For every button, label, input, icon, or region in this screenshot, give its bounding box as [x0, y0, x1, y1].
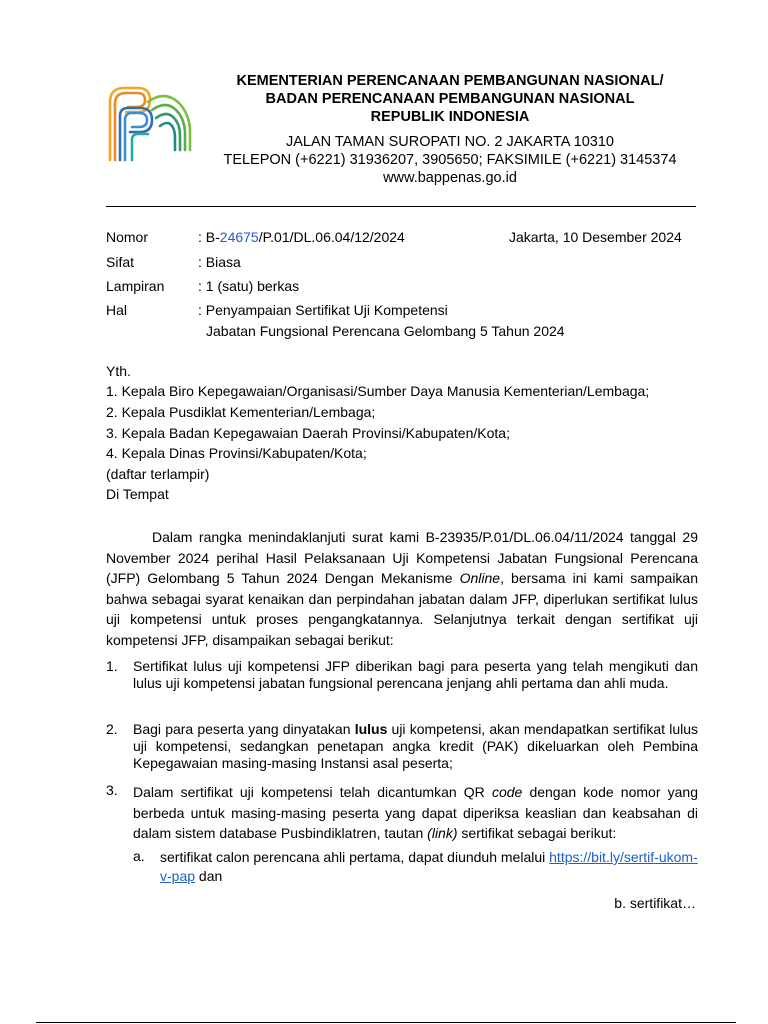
logo-stroke-green-4	[160, 123, 175, 150]
letterhead-ministry: KEMENTERIAN PERENCANAAN PEMBANGUNAN NASIONAL/	[236, 73, 664, 89]
item-3-text	[133, 782, 698, 844]
item-3-text-c: sertifikat sebagai berikut:	[457, 825, 617, 841]
item-2-number: 2.	[106, 721, 118, 737]
hal-line1: : Penyampaian Sertifikat Uji Kompetensi	[198, 302, 448, 318]
page-bottom-edge	[36, 1022, 736, 1023]
item-2-text	[133, 721, 698, 772]
item-1-text: Sertifikat lulus uji kompetensi JFP diberikan bagi para peserta yang telah mengikuti dan lulus uji kompetensi jabatan fungsional perencana jenjang ahli pertama dan ahli muda.	[133, 658, 698, 691]
nomor-label: Nomor	[106, 229, 149, 245]
item-2-text-b: uji kompetensi, akan mendapatkan sertifikat lulus uji kompetensi, sedangkan penetapan angka kredit (PAK) dikeluarkan oleh Pembina Kepegawaian masing-masing Instansi asal peserta;	[133, 721, 698, 771]
page-continuation: b. sertifikat…	[614, 895, 696, 911]
letterhead-phone: TELEPON (+6221) 31936207, 3905650; FAKSIMILE (+6221) 3145374	[223, 152, 677, 168]
hal-line2: Jabatan Fungsional Perencana Gelombang 5 Tahun 2024	[206, 323, 565, 339]
lampiran-label: Lampiran	[106, 278, 165, 294]
letterhead-divider	[106, 206, 696, 207]
nomor-prefix: : B-	[198, 229, 220, 245]
item-3-italic-code: code	[491, 784, 523, 800]
place-date: Jakarta, 10 Desember 2024	[509, 229, 682, 245]
letterhead-website: www.bappenas.go.id	[383, 170, 517, 186]
sub-a-text	[160, 848, 698, 886]
hal-label: Hal	[106, 302, 128, 318]
bappenas-logo	[104, 80, 194, 170]
recipient-3: 3. Kepala Badan Kepegawaian Daerah Provinsi/Kabupaten/Kota;	[106, 425, 510, 441]
sifat-value: : Biasa	[198, 254, 241, 270]
nomor-suffix: /P.01/DL.06.04/12/2024	[258, 229, 405, 245]
item-1-number: 1.	[106, 658, 118, 674]
item-3-number: 3.	[106, 782, 118, 798]
intro-paragraph	[106, 527, 698, 651]
letterhead-country: REPUBLIK INDONESIA	[370, 109, 530, 125]
sertif-download-link[interactable]: https://bit.ly/sertif-ukom-v-pap	[160, 849, 698, 884]
recipients-note: (daftar terlampir)	[106, 466, 210, 482]
letterhead-address: JALAN TAMAN SUROPATI NO. 2 JAKARTA 10310	[286, 134, 614, 150]
item-3-text-a: Dalam sertifikat uji kompetensi telah dicantumkan QR	[133, 784, 492, 800]
recipients-location: Di Tempat	[106, 486, 169, 502]
item-2-bold: lulus	[354, 721, 388, 737]
recipient-2: 2. Kepala Pusdiklat Kementerian/Lembaga;	[106, 404, 376, 420]
item-3-text-b: dengan kode nomor yang berbeda untuk masing-masing peserta yang dapat diperiksa keaslian dan keabsahan di dalam sistem database Pusbindiklatren, tautan	[133, 784, 698, 841]
sifat-label: Sifat	[106, 254, 135, 270]
nomor-number: 24675	[219, 229, 259, 245]
recipient-1: 1. Kepala Biro Kepegawaian/Organisasi/Sumber Daya Manusia Kementerian/Lembaga;	[106, 383, 650, 399]
recipient-4: 4. Kepala Dinas Provinsi/Kabupaten/Kota;	[106, 445, 367, 461]
greeting: Yth.	[106, 363, 131, 379]
sub-a-text-main: sertifikat calon perencana ahli pertama, dapat diunduh melalui	[160, 849, 550, 865]
intro-text-b: , bersama ini kami sampaikan bahwa sebagai syarat kenaikan dan perpindahan jabatan dalam JFP, diperlukan sertifikat lulus uji kompetensi untuk proses pengangkatannya. Selanjutnya terkait dengan sertifikat uji kompetensi JFP, disampaikan sebagai berikut:	[106, 570, 699, 648]
item-2-text-a: Bagi para peserta yang dinyatakan	[133, 721, 355, 737]
logo-stroke-blue-2	[125, 113, 147, 160]
nomor-value	[198, 229, 405, 245]
logo-stroke-green-3	[156, 114, 180, 150]
letterhead-agency: BADAN PERENCANAAN PEMBANGUNAN NASIONAL	[265, 91, 635, 107]
sub-a-tail: dan	[195, 868, 223, 884]
logo-stroke-teal	[132, 134, 148, 160]
lampiran-value: : 1 (satu) berkas	[198, 278, 300, 294]
item-3-italic-link: (link)	[427, 825, 458, 841]
sub-a-label: a.	[133, 848, 145, 864]
intro-italic: Online	[459, 570, 501, 587]
intro-text-a: Dalam rangka menindaklanjuti surat kami B-23935/P.01/DL.06.04/11/2024 tanggal 29 November 2024 perihal Hasil Pelaksanaan Uji Kompetensi Jabatan Fungsional Perencana (JFP) Gelombang 5 Tahun 2024 Dengan Mekanisme	[106, 529, 698, 587]
